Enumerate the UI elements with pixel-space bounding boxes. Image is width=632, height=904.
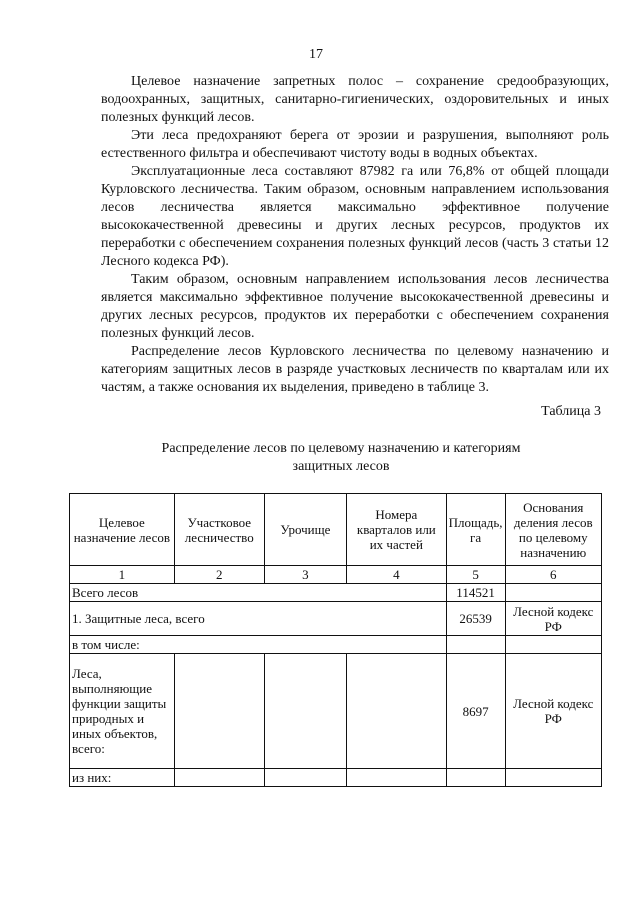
row-area: 26539 [446, 602, 505, 636]
column-header: Целевое назначение лесов [70, 494, 175, 566]
table-row [70, 602, 602, 636]
column-header: Основания деления лесов по целевому назначению [505, 494, 601, 566]
table-label: Таблица 3 [541, 404, 601, 419]
table-row [70, 584, 602, 602]
table-header-row [70, 494, 602, 566]
paragraph: Эксплуатационные леса составляют 87982 га или 76,8% от общей площади Курловского лесничества. Таким образом, основным направлением использования лесов лесничества является максимально эффективное получение высококачественной древесины и других лесных ресурсов, продуктов их переработки с обеспечением сохранения полезных функций лесов (часть 3 статьи 12 Лесного кодекса РФ). [101, 164, 609, 269]
row-basis: Лесной кодекс РФ [505, 654, 601, 769]
row-basis: Лесной кодекс РФ [505, 602, 601, 636]
page-number: 17 [309, 47, 323, 62]
column-number: 5 [446, 566, 505, 584]
column-header: Участковое лесничество [174, 494, 264, 566]
row-tract [264, 769, 346, 787]
column-header: Урочище [264, 494, 346, 566]
table-row [70, 769, 602, 787]
row-area: 114521 [446, 584, 505, 602]
column-number: 2 [174, 566, 264, 584]
row-label: 1. Защитные леса, всего [70, 602, 447, 636]
row-forestry [174, 654, 264, 769]
column-number-row [70, 566, 602, 584]
row-area: 8697 [446, 654, 505, 769]
row-basis [505, 636, 601, 654]
row-label: Леса, выполняющие функции защиты природных и иных объектов, всего: [70, 654, 175, 769]
column-header: Площадь, га [446, 494, 505, 566]
row-label: в том числе: [70, 636, 447, 654]
column-number: 4 [347, 566, 447, 584]
table-row [70, 636, 602, 654]
table-caption [101, 440, 581, 476]
table-caption-line: защитных лесов [292, 459, 390, 474]
column-number: 6 [505, 566, 601, 584]
table-row [70, 654, 602, 769]
row-quarters [347, 654, 447, 769]
row-tract [264, 654, 346, 769]
body-text [101, 73, 609, 397]
paragraph: Эти леса предохраняют берега от эрозии и разрушения, выполняют роль естественного фильтра и обеспечивают чистоту воды в водных объектах. [101, 128, 609, 161]
row-quarters [347, 769, 447, 787]
row-basis [505, 769, 601, 787]
row-label: Всего лесов [70, 584, 447, 602]
column-number: 3 [264, 566, 346, 584]
row-area [446, 636, 505, 654]
table-caption-line: Распределение лесов по целевому назначению и категориям [161, 441, 521, 456]
row-forestry [174, 769, 264, 787]
row-basis [505, 584, 601, 602]
column-header: Номера кварталов или их частей [347, 494, 447, 566]
paragraph: Целевое назначение запретных полос – сохранение средообразующих, водоохранных, защитных, санитарно-гигиенических, оздоровительных и иных полезных функций лесов. [101, 74, 609, 125]
paragraph: Таким образом, основным направлением использования лесов лесничества является максимально эффективное получение высококачественной древесины и других лесных ресурсов, продуктов их переработки с обеспечением сохранения полезных функций лесов. [101, 272, 609, 341]
row-area [446, 769, 505, 787]
paragraph: Распределение лесов Курловского лесничества по целевому назначению и категориям защитных лесов в разряде участковых лесничеств по кварталам или их частям, а также основания их выделения, приведено в таблице 3. [101, 344, 609, 395]
forest-distribution-table [69, 493, 602, 787]
column-number: 1 [70, 566, 175, 584]
row-label: из них: [70, 769, 175, 787]
